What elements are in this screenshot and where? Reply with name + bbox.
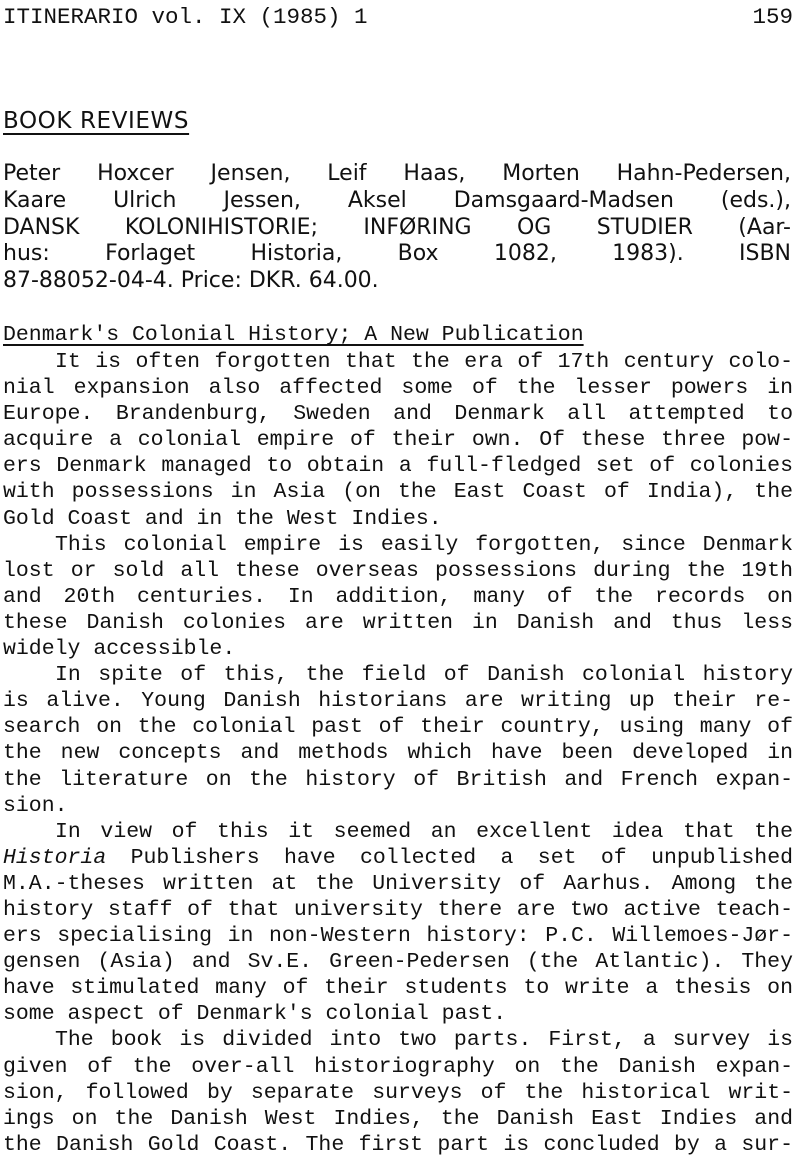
body-line: widely accessible. bbox=[3, 637, 236, 662]
body-line: these Danish colonies are written in Danish and thus less bbox=[3, 610, 793, 635]
citation-line: hus: Forlaget Historia, Box 1082, 1983). ISBN bbox=[3, 241, 791, 267]
citation-line: DANSK KOLONIHISTORIE; INFØRING OG STUDIER (Aar- bbox=[3, 214, 791, 240]
body-line: the literature on the history of British and French expan- bbox=[3, 767, 793, 792]
body-line: history staff of that university there are two active teach- bbox=[3, 897, 793, 922]
body-line: ers Denmark managed to obtain a full-fledged set of colonies bbox=[3, 454, 793, 479]
body-line: sion. bbox=[3, 793, 68, 818]
body-line: In spite of this, the field of Danish colonial history bbox=[55, 663, 793, 688]
body-line: search on the colonial past of their country, using many of bbox=[3, 715, 793, 740]
body-line: Europe. Brandenburg, Sweden and Denmark all attempted to bbox=[3, 402, 793, 427]
body-line: gensen (Asia) and Sv.E. Green-Pedersen (the Atlantic). They bbox=[3, 950, 793, 975]
page-number: 159 bbox=[752, 4, 793, 30]
review-body bbox=[3, 322, 793, 1158]
italic-publisher-name: Historia bbox=[3, 845, 107, 870]
body-line: given of the over-all historiography on the Danish expan- bbox=[3, 1054, 793, 1079]
body-line: have stimulated many of their students to write a thesis on bbox=[3, 976, 793, 1001]
citation-line: 87-88052-04-4. Price: DKR. 64.00. bbox=[3, 268, 379, 294]
body-line: nial expansion also affected some of the lesser powers in bbox=[3, 376, 793, 401]
journal-citation: ITINERARIO vol. IX (1985) 1 bbox=[3, 4, 368, 30]
body-line: It is often forgotten that the era of 17th century colo- bbox=[55, 350, 793, 374]
body-line: lost or sold all these overseas possessions during the 19th bbox=[3, 558, 793, 583]
section-heading: BOOK REVIEWS bbox=[3, 108, 190, 134]
body-line: The book is divided into two parts. First, a survey is bbox=[55, 1028, 793, 1053]
body-line-rest: Publishers have collected a set of unpublished bbox=[106, 845, 793, 870]
body-line bbox=[3, 845, 793, 871]
citation-line: Kaare Ulrich Jessen, Aksel Damsgaard-Madsen (eds.), bbox=[3, 187, 791, 213]
body-line: is alive. Young Danish historians are writing up their re- bbox=[3, 689, 793, 714]
body-line: ings on the Danish West Indies, the Danish East Indies and bbox=[3, 1106, 793, 1131]
body-line: acquire a colonial empire of their own. Of these three pow- bbox=[3, 428, 793, 453]
review-title: Denmark's Colonial History; A New Publication bbox=[3, 323, 584, 347]
book-citation bbox=[3, 161, 791, 295]
citation-line: Peter Hoxcer Jensen, Leif Haas, Morten Hahn-Pedersen, bbox=[3, 161, 791, 186]
body-line: and 20th centuries. In addition, many of the records on bbox=[3, 584, 793, 609]
body-line: Gold Coast and in the West Indies. bbox=[3, 506, 442, 531]
body-line: sion, followed by separate surveys of the historical writ- bbox=[3, 1080, 793, 1105]
body-line: the new concepts and methods which have been developed in bbox=[3, 741, 793, 766]
running-header bbox=[3, 2, 793, 32]
body-line: some aspect of Denmark's colonial past. bbox=[3, 1002, 507, 1027]
body-line: M.A.-theses written at the University of Aarhus. Among the bbox=[3, 871, 793, 896]
body-line: ers specialising in non-Western history: P.C. Willemoes-Jør- bbox=[3, 924, 793, 949]
body-line: the Danish Gold Coast. The first part is concluded by a sur- bbox=[3, 1132, 793, 1157]
body-line: In view of this it seemed an excellent idea that the bbox=[55, 819, 793, 844]
body-line: This colonial empire is easily forgotten, since Denmark bbox=[55, 532, 793, 557]
body-line: with possessions in Asia (on the East Coast of India), the bbox=[3, 480, 793, 505]
